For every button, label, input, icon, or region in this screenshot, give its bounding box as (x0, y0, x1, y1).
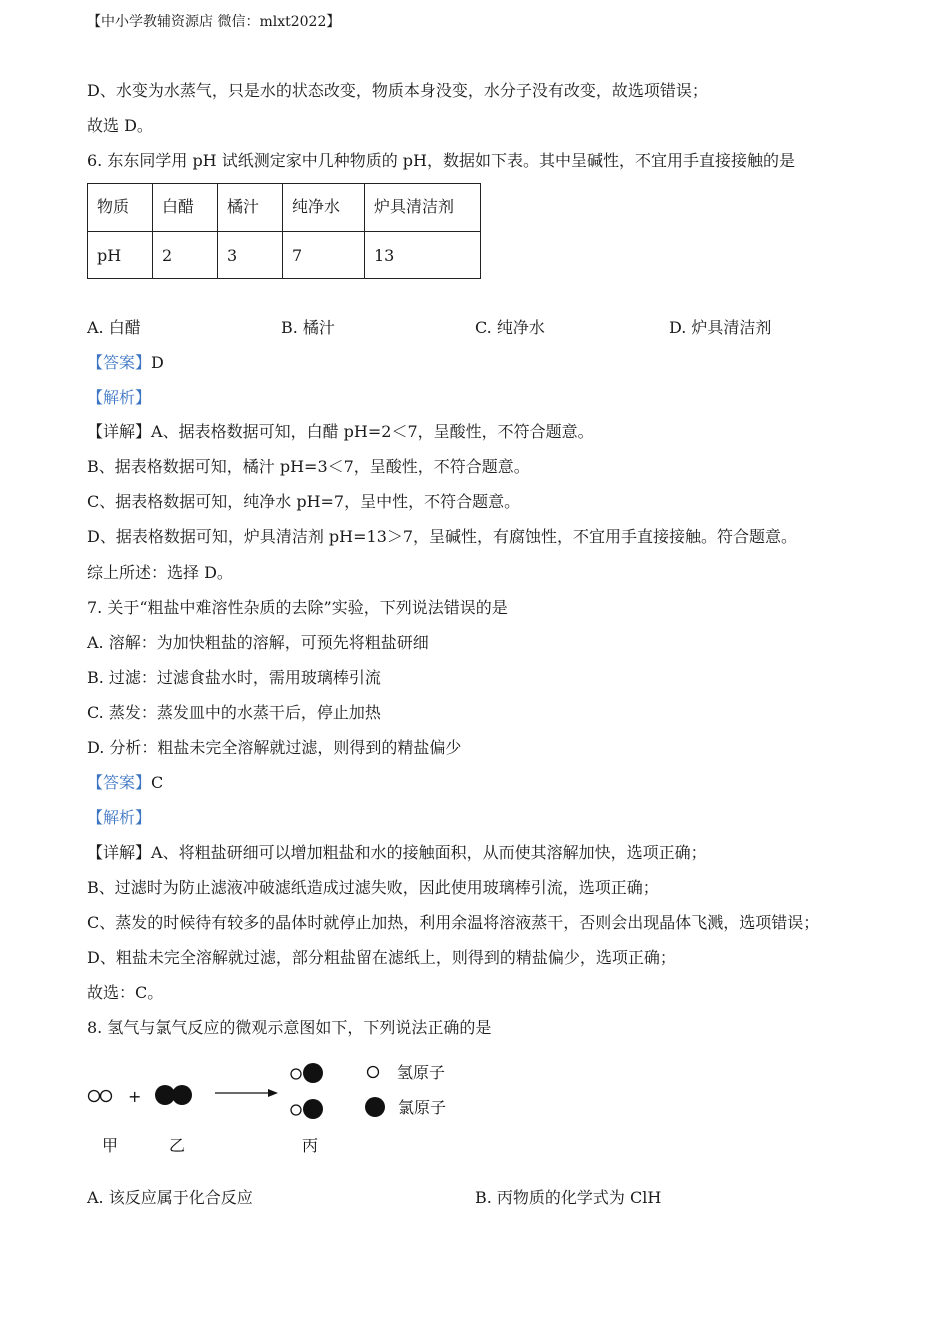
table-cell: 13 (365, 232, 481, 279)
table-cell: 白醋 (153, 184, 218, 232)
hcl-molecule-icon (291, 1099, 323, 1119)
table-cell: 3 (218, 232, 283, 279)
label-bing: 丙 (302, 1136, 319, 1155)
q7-stem: 7. 关于“粗盐中难溶性杂质的去除”实验，下列说法错误的是 (87, 598, 508, 617)
q6-option-b: B. 橘汁 (281, 318, 335, 337)
q7-detail-a (87, 843, 707, 863)
q8-option-b: B. 丙物质的化学式为 ClH (475, 1188, 662, 1207)
q6-detail-a (87, 422, 594, 442)
detail-tag: 【详解】 (87, 422, 152, 441)
answer-tag: 【答案】 (87, 773, 152, 792)
detail-text: A、据表格数据可知，白醋 pH=2＜7，呈酸性，不符合题意。 (151, 422, 594, 441)
q7-conclusion: 故选：C。 (87, 983, 164, 1002)
q6-detail-c: C、据表格数据可知，纯净水 pH=7，呈中性，不符合题意。 (87, 492, 521, 511)
q8-stem: 8. 氢气与氯气反应的微观示意图如下，下列说法正确的是 (87, 1018, 492, 1037)
table-cell: 橘汁 (218, 184, 283, 232)
page-header: 【中小学教辅资源店 微信：mlxt2022】 (87, 14, 341, 30)
q7-option-a: A. 溶解：为加快粗盐的溶解，可预先将粗盐研细 (87, 633, 429, 652)
hcl-molecule-icon (291, 1063, 323, 1083)
label-jia: 甲 (102, 1136, 119, 1155)
q6-answer (87, 353, 164, 373)
q7-option-d: D. 分析：粗盐未完全溶解就过滤，则得到的精盐偏少 (87, 738, 462, 757)
q5-conclusion: 故选 D。 (87, 116, 153, 135)
q6-stem: 6. 东东同学用 pH 试纸测定家中几种物质的 pH，数据如下表。其中呈碱性，不宜用手直接接触的是 (87, 151, 796, 170)
q6-option-d: D. 炉具清洁剂 (669, 318, 772, 337)
hydrogen-molecule-icon (89, 1091, 112, 1102)
reaction-arrow-icon (215, 1089, 278, 1097)
q6-option-c: C. 纯净水 (475, 318, 545, 337)
reaction-diagram (85, 1055, 465, 1165)
hydrogen-atom-legend-icon (368, 1067, 379, 1078)
answer-value: C (151, 773, 164, 792)
q6-detail-b: B、据表格数据可知，橘汁 pH=3＜7，呈酸性，不符合题意。 (87, 457, 530, 476)
legend-hydrogen-label: 氢原子 (397, 1063, 446, 1082)
table-cell: 2 (153, 232, 218, 279)
q7-option-b: B. 过滤：过滤食盐水时，需用玻璃棒引流 (87, 668, 381, 687)
table-row (88, 232, 481, 279)
q7-analysis-tag: 【解析】 (87, 808, 152, 827)
q6-detail-d: D、据表格数据可知，炉具清洁剂 pH=13＞7，呈碱性，有腐蚀性，不宜用手直接接触。符合题意。 (87, 527, 798, 546)
table-row (88, 184, 481, 232)
table-cell: 7 (283, 232, 365, 279)
q7-answer (87, 773, 163, 793)
table-cell: 纯净水 (283, 184, 365, 232)
label-yi: 乙 (169, 1136, 186, 1155)
q7-detail-b: B、过滤时为防止滤液冲破滤纸造成过滤失败，因此使用玻璃棒引流，选项正确； (87, 878, 659, 897)
plus-sign: + (128, 1087, 142, 1106)
q8-option-a: A. 该反应属于化合反应 (87, 1188, 253, 1207)
answer-value: D (151, 353, 164, 372)
chlorine-molecule-icon (155, 1085, 192, 1105)
q7-detail-c: C、蒸发的时候待有较多的晶体时就停止加热，利用余温将溶液蒸干，否则会出现晶体飞溅，选项错误； (87, 913, 820, 932)
legend-chlorine-label: 氯原子 (398, 1098, 447, 1117)
answer-tag: 【答案】 (87, 353, 152, 372)
table-cell: pH (88, 232, 153, 279)
q6-analysis-tag: 【解析】 (87, 388, 152, 407)
q7-detail-d: D、粗盐未完全溶解就过滤，部分粗盐留在滤纸上，则得到的精盐偏少，选项正确； (87, 948, 676, 967)
q6-option-a: A. 白醋 (87, 318, 141, 337)
ph-table (87, 183, 481, 279)
q7-option-c: C. 蒸发：蒸发皿中的水蒸干后，停止加热 (87, 703, 381, 722)
q6-summary: 综上所述：选择 D。 (87, 563, 233, 582)
chlorine-atom-legend-icon (365, 1097, 385, 1117)
q5-option-d-analysis: D、水变为水蒸气，只是水的状态改变，物质本身没变，水分子没有改变，故选项错误； (87, 81, 708, 100)
detail-tag: 【详解】 (87, 843, 152, 862)
table-cell: 炉具清洁剂 (365, 184, 481, 232)
detail-text: A、将粗盐研细可以增加粗盐和水的接触面积，从而使其溶解加快，选项正确； (151, 843, 707, 862)
table-cell: 物质 (88, 184, 153, 232)
